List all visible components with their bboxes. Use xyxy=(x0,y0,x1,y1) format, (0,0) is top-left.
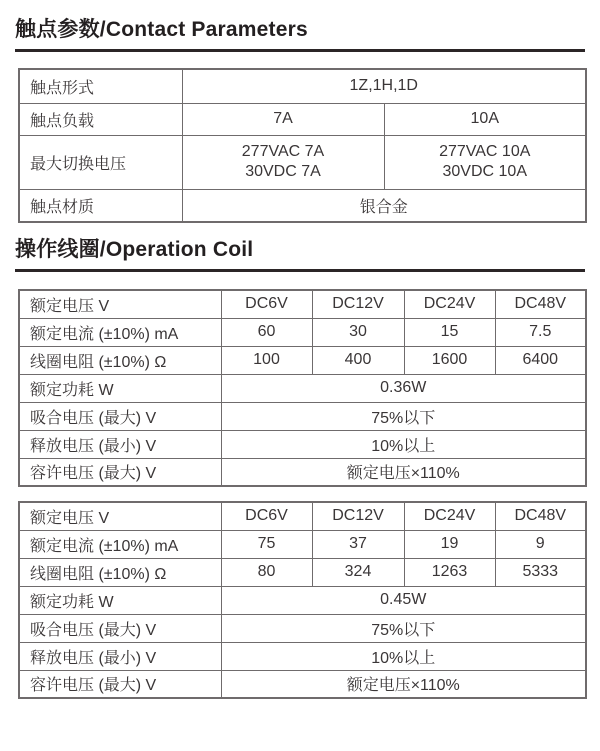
value-line: 277VAC 7A xyxy=(241,143,325,160)
coil-table-036w xyxy=(18,289,587,487)
table-row-contact-load xyxy=(19,103,586,135)
cell-value: 30 xyxy=(312,318,404,346)
cell-value: 1Z,1H,1D xyxy=(182,69,586,103)
cell-value: 7A xyxy=(182,103,384,135)
row-label: 额定电流 (±10%) mA xyxy=(19,318,221,346)
cell-value: 100 xyxy=(221,346,312,374)
table-row-rated-power xyxy=(19,586,586,614)
cell-value: DC12V xyxy=(312,290,404,318)
table-row-max-switching-voltage xyxy=(19,135,586,189)
contact-parameters-title: 触点参数/Contact Parameters xyxy=(15,18,308,41)
table-row-rated-current xyxy=(19,530,586,558)
row-label: 额定电流 (±10%) mA xyxy=(19,530,221,558)
cell-value xyxy=(384,135,586,189)
coil-table-045w xyxy=(18,501,587,699)
cell-value: 9 xyxy=(495,530,586,558)
row-label: 触点形式 xyxy=(19,69,182,103)
contact-parameters-table xyxy=(18,68,587,223)
cell-value: 15 xyxy=(404,318,495,346)
cell-value: DC24V xyxy=(404,290,495,318)
operation-coil-title: 操作线圈/Operation Coil xyxy=(15,238,254,261)
row-label: 吸合电压 (最大) V xyxy=(19,614,221,642)
cell-value: DC48V xyxy=(495,290,586,318)
row-label: 额定电压 V xyxy=(19,290,221,318)
table-row-contact-form xyxy=(19,69,586,103)
row-label: 线圈电阻 (±10%) Ω xyxy=(19,346,221,374)
row-label: 释放电压 (最小) V xyxy=(19,430,221,458)
table-row-rated-current xyxy=(19,318,586,346)
table-row-pickup-voltage xyxy=(19,614,586,642)
cell-value: 1600 xyxy=(404,346,495,374)
row-label: 容许电压 (最大) V xyxy=(19,670,221,698)
table-row-rated-voltage xyxy=(19,502,586,530)
cell-value: 75%以下 xyxy=(221,614,586,642)
cell-value: 324 xyxy=(312,558,404,586)
table-row-allowable-voltage xyxy=(19,670,586,698)
cell-value: 75%以下 xyxy=(221,402,586,430)
cell-value: 0.36W xyxy=(221,374,586,402)
table-row-coil-resistance xyxy=(19,558,586,586)
cell-value xyxy=(182,135,384,189)
table-row-contact-material xyxy=(19,189,586,222)
cell-value: 37 xyxy=(312,530,404,558)
cell-value: 10A xyxy=(384,103,586,135)
row-label: 线圈电阻 (±10%) Ω xyxy=(19,558,221,586)
table-row-rated-power xyxy=(19,374,586,402)
row-label: 容许电压 (最大) V xyxy=(19,458,221,486)
cell-value: 额定电压×110% xyxy=(221,670,586,698)
row-label: 最大切换电压 xyxy=(19,135,182,189)
cell-value: 1263 xyxy=(404,558,495,586)
cell-value: 10%以上 xyxy=(221,642,586,670)
cell-value: 75 xyxy=(221,530,312,558)
cell-value: DC6V xyxy=(221,290,312,318)
cell-value: DC12V xyxy=(312,502,404,530)
row-label: 触点负载 xyxy=(19,103,182,135)
cell-value: 额定电压×110% xyxy=(221,458,586,486)
cell-value: 80 xyxy=(221,558,312,586)
row-label: 额定功耗 W xyxy=(19,586,221,614)
table-row-rated-voltage xyxy=(19,290,586,318)
table-row-release-voltage xyxy=(19,642,586,670)
cell-value: 银合金 xyxy=(182,189,586,222)
row-label: 触点材质 xyxy=(19,189,182,222)
cell-value: 19 xyxy=(404,530,495,558)
value-line: 30VDC 7A xyxy=(245,163,321,180)
cell-value: DC48V xyxy=(495,502,586,530)
cell-value: DC6V xyxy=(221,502,312,530)
value-line: 277VAC 10A xyxy=(439,143,531,160)
cell-value: 0.45W xyxy=(221,586,586,614)
table-row-release-voltage xyxy=(19,430,586,458)
row-label: 额定电压 V xyxy=(19,502,221,530)
coil-title-rule xyxy=(15,269,585,272)
value-line: 30VDC 10A xyxy=(442,163,527,180)
row-label: 吸合电压 (最大) V xyxy=(19,402,221,430)
cell-value: 400 xyxy=(312,346,404,374)
cell-value: 7.5 xyxy=(495,318,586,346)
cell-value: 10%以上 xyxy=(221,430,586,458)
cell-value: 60 xyxy=(221,318,312,346)
row-label: 释放电压 (最小) V xyxy=(19,642,221,670)
row-label: 额定功耗 W xyxy=(19,374,221,402)
cell-value: DC24V xyxy=(404,502,495,530)
cell-value: 6400 xyxy=(495,346,586,374)
table-row-allowable-voltage xyxy=(19,458,586,486)
contact-title-rule xyxy=(15,49,585,52)
cell-value: 5333 xyxy=(495,558,586,586)
table-row-coil-resistance xyxy=(19,346,586,374)
table-row-pickup-voltage xyxy=(19,402,586,430)
